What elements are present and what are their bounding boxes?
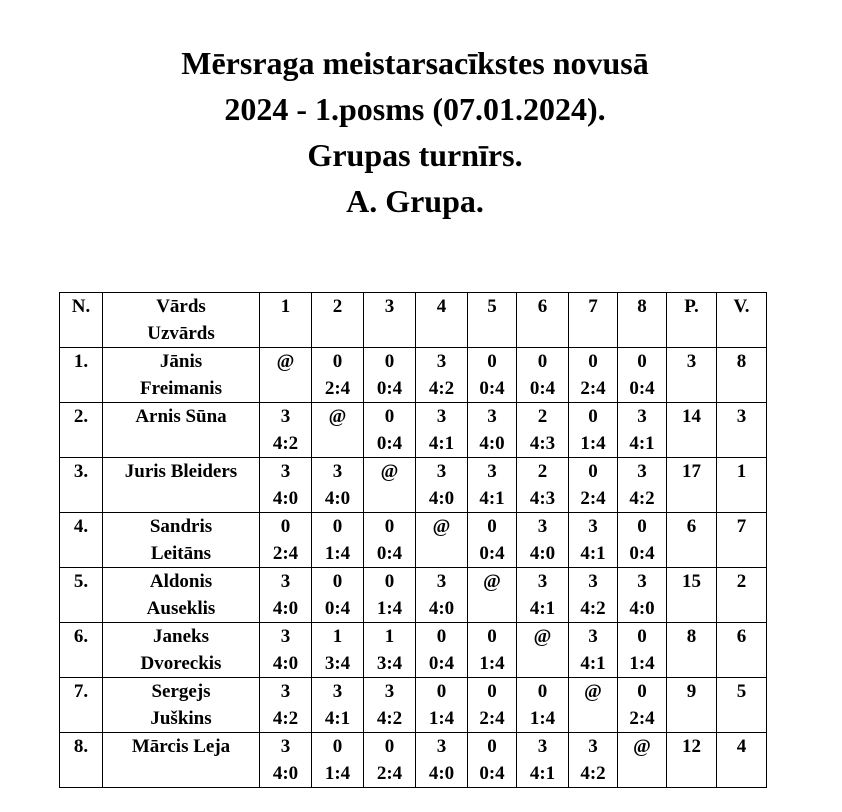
match-result-cell xyxy=(260,678,312,733)
match-score: 4:0 xyxy=(272,488,299,509)
final-place: 7 xyxy=(717,513,767,568)
match-points: 3 xyxy=(436,461,447,482)
player-name xyxy=(103,458,260,513)
header-opponent: 7 xyxy=(569,293,618,348)
header-opponent: 5 xyxy=(468,293,517,348)
match-score: 0:4 xyxy=(479,543,505,564)
match-result-cell xyxy=(260,403,312,458)
match-points: 3 xyxy=(537,516,548,537)
match-result-cell xyxy=(468,458,517,513)
match-points: 0 xyxy=(588,406,598,427)
match-score: 4:3 xyxy=(529,433,556,454)
match-result-cell xyxy=(416,513,468,568)
match-points: @ xyxy=(276,351,295,372)
match-score: 4:2 xyxy=(376,708,403,729)
table-row xyxy=(60,623,767,678)
match-score: 1:4 xyxy=(324,543,351,564)
total-points: 14 xyxy=(667,403,717,458)
match-result-cell xyxy=(517,568,569,623)
match-score: 4:2 xyxy=(629,488,655,509)
match-result-cell xyxy=(312,348,364,403)
player-name-line: Juris Bleiders xyxy=(124,461,238,482)
match-result-cell xyxy=(364,623,416,678)
match-points: 0 xyxy=(637,516,647,537)
match-points: 3 xyxy=(280,461,291,482)
match-score: 0:4 xyxy=(376,433,403,454)
match-points: 3 xyxy=(436,351,447,372)
match-score: 2:4 xyxy=(629,708,655,729)
table-row xyxy=(60,403,767,458)
match-points: 0 xyxy=(384,516,395,537)
match-score: 4:2 xyxy=(580,598,606,619)
match-result-cell xyxy=(364,458,416,513)
match-score: 4:2 xyxy=(428,378,455,399)
match-points: 3 xyxy=(280,681,291,702)
player-name xyxy=(103,513,260,568)
match-points: 3 xyxy=(332,461,343,482)
player-name-line: Freimanis xyxy=(140,378,222,399)
final-place: 1 xyxy=(717,458,767,513)
match-result-cell xyxy=(517,678,569,733)
row-number: 6. xyxy=(60,623,103,678)
match-score: 4:3 xyxy=(529,488,556,509)
player-name xyxy=(103,623,260,678)
match-score: 3:4 xyxy=(324,653,351,674)
player-name-line: Dvoreckis xyxy=(140,653,222,674)
match-score: 1:4 xyxy=(529,708,556,729)
match-result-cell xyxy=(517,513,569,568)
header-row xyxy=(60,293,767,348)
header-place: V. xyxy=(717,293,767,348)
match-points: 3 xyxy=(637,406,647,427)
row-number: 2. xyxy=(60,403,103,458)
header-opponent: 4 xyxy=(416,293,468,348)
player-name-line xyxy=(103,760,259,787)
match-score: 0:4 xyxy=(428,653,455,674)
match-score xyxy=(468,595,516,622)
match-score: 4:0 xyxy=(272,653,299,674)
match-result-cell xyxy=(468,348,517,403)
match-score: 1:4 xyxy=(324,763,351,784)
match-points: 3 xyxy=(487,406,497,427)
match-score: 1:4 xyxy=(629,653,655,674)
match-score: 4:1 xyxy=(324,708,351,729)
header-name-line: Uzvārds xyxy=(147,323,215,344)
match-score: 4:0 xyxy=(272,598,299,619)
match-result-cell xyxy=(569,568,618,623)
match-points: 0 xyxy=(332,516,343,537)
match-points: 0 xyxy=(332,736,343,757)
table-row xyxy=(60,568,767,623)
match-points: 3 xyxy=(588,736,598,757)
match-points: 0 xyxy=(637,351,647,372)
match-result-cell xyxy=(618,513,667,568)
total-points: 17 xyxy=(667,458,717,513)
match-points: 3 xyxy=(588,571,598,592)
match-points: @ xyxy=(533,626,552,647)
match-points: 0 xyxy=(384,406,395,427)
match-score: 0:4 xyxy=(376,543,403,564)
match-score: 0:4 xyxy=(479,763,505,784)
player-name-line: Sandris xyxy=(149,516,213,537)
match-result-cell xyxy=(364,348,416,403)
match-points: 0 xyxy=(487,351,497,372)
match-points: 3 xyxy=(280,406,291,427)
match-score: 4:0 xyxy=(428,598,455,619)
header-number: N. xyxy=(60,293,103,348)
match-result-cell xyxy=(618,348,667,403)
match-score: 0:4 xyxy=(376,378,403,399)
match-points: 0 xyxy=(384,351,395,372)
match-points: 0 xyxy=(384,571,395,592)
match-result-cell xyxy=(260,458,312,513)
title-line: A. Grupa. xyxy=(346,183,484,219)
match-result-cell xyxy=(517,733,569,788)
match-score: 2:4 xyxy=(580,378,606,399)
match-result-cell xyxy=(260,733,312,788)
match-score: 2:4 xyxy=(376,763,403,784)
match-result-cell xyxy=(569,458,618,513)
match-result-cell xyxy=(468,678,517,733)
match-points: 3 xyxy=(436,406,447,427)
final-place: 8 xyxy=(717,348,767,403)
player-name-line: Auseklis xyxy=(146,598,216,619)
player-name-line: Leitāns xyxy=(150,543,212,564)
row-number: 5. xyxy=(60,568,103,623)
total-points: 12 xyxy=(667,733,717,788)
row-number: 1. xyxy=(60,348,103,403)
match-result-cell xyxy=(260,568,312,623)
table-row xyxy=(60,733,767,788)
match-points: 0 xyxy=(637,681,647,702)
match-result-cell xyxy=(416,458,468,513)
match-result-cell xyxy=(569,733,618,788)
match-result-cell xyxy=(416,678,468,733)
match-score: 4:1 xyxy=(580,653,606,674)
match-points: @ xyxy=(432,516,451,537)
match-score: 1:4 xyxy=(376,598,403,619)
match-result-cell xyxy=(569,623,618,678)
match-score: 0:4 xyxy=(629,378,655,399)
row-number: 7. xyxy=(60,678,103,733)
results-table xyxy=(59,292,767,788)
match-result-cell xyxy=(260,623,312,678)
match-score xyxy=(618,760,666,787)
match-score: 2:4 xyxy=(580,488,606,509)
match-points: @ xyxy=(380,461,399,482)
header-opponent: 1 xyxy=(260,293,312,348)
match-points: 0 xyxy=(280,516,291,537)
table-row xyxy=(60,678,767,733)
match-score: 0:4 xyxy=(629,543,655,564)
match-result-cell xyxy=(364,733,416,788)
header-points: P. xyxy=(667,293,717,348)
match-points: 3 xyxy=(637,571,647,592)
player-name-line: Mārcis Leja xyxy=(131,736,231,757)
row-number: 8. xyxy=(60,733,103,788)
match-result-cell xyxy=(468,403,517,458)
header-opponent: 6 xyxy=(517,293,569,348)
match-score: 1:4 xyxy=(479,653,505,674)
match-score: 4:0 xyxy=(529,543,556,564)
player-name-line: Juškins xyxy=(150,708,212,729)
match-points: @ xyxy=(328,406,347,427)
match-result-cell xyxy=(312,733,364,788)
document-title xyxy=(0,40,830,224)
match-points: 0 xyxy=(537,681,548,702)
match-score: 4:1 xyxy=(479,488,505,509)
match-score: 4:0 xyxy=(428,488,455,509)
match-points: 0 xyxy=(487,736,497,757)
match-result-cell xyxy=(569,403,618,458)
match-result-cell xyxy=(364,513,416,568)
player-name-line xyxy=(103,430,259,457)
title-line: Grupas turnīrs. xyxy=(307,137,523,173)
match-points: 3 xyxy=(280,736,291,757)
match-result-cell xyxy=(618,678,667,733)
results-body xyxy=(60,348,767,788)
match-points: 3 xyxy=(436,736,447,757)
match-points: 1 xyxy=(332,626,343,647)
match-result-cell xyxy=(569,513,618,568)
player-name-line: Janeks xyxy=(153,626,209,647)
match-result-cell xyxy=(618,623,667,678)
match-points: 0 xyxy=(332,571,343,592)
match-result-cell xyxy=(517,403,569,458)
player-name-line xyxy=(103,485,259,512)
match-points: @ xyxy=(584,681,602,702)
match-result-cell xyxy=(364,568,416,623)
player-name-line: Jānis xyxy=(159,351,203,372)
match-score: 4:1 xyxy=(629,433,655,454)
match-result-cell xyxy=(416,403,468,458)
match-points: 3 xyxy=(588,516,598,537)
match-result-cell xyxy=(364,403,416,458)
match-result-cell xyxy=(416,348,468,403)
match-result-cell xyxy=(517,458,569,513)
match-points: 3 xyxy=(280,571,291,592)
match-score xyxy=(364,485,415,512)
match-result-cell xyxy=(618,458,667,513)
match-result-cell xyxy=(416,568,468,623)
table-row xyxy=(60,458,767,513)
match-result-cell xyxy=(260,348,312,403)
player-name xyxy=(103,568,260,623)
total-points: 15 xyxy=(667,568,717,623)
match-points: 3 xyxy=(384,681,395,702)
match-result-cell xyxy=(312,678,364,733)
match-result-cell xyxy=(569,678,618,733)
match-points: 0 xyxy=(637,626,647,647)
match-points: 0 xyxy=(436,626,447,647)
match-result-cell xyxy=(312,623,364,678)
match-points: 0 xyxy=(588,461,598,482)
match-points: 3 xyxy=(637,461,647,482)
player-name-line: Arnis Sūna xyxy=(135,406,227,427)
match-score: 4:0 xyxy=(428,763,455,784)
match-result-cell xyxy=(416,623,468,678)
row-number: 4. xyxy=(60,513,103,568)
player-name xyxy=(103,403,260,458)
match-result-cell xyxy=(260,513,312,568)
match-score: 4:0 xyxy=(272,763,299,784)
match-points: 2 xyxy=(537,406,548,427)
match-score: 2:4 xyxy=(272,543,299,564)
player-name xyxy=(103,678,260,733)
match-score: 2:4 xyxy=(479,708,505,729)
match-points: 3 xyxy=(436,571,447,592)
match-points: 3 xyxy=(537,571,548,592)
match-result-cell xyxy=(618,568,667,623)
total-points: 9 xyxy=(667,678,717,733)
match-score xyxy=(416,540,467,567)
header-opponent: 3 xyxy=(364,293,416,348)
match-score: 4:0 xyxy=(324,488,351,509)
table-row xyxy=(60,348,767,403)
header-name xyxy=(103,293,260,348)
match-score: 4:1 xyxy=(529,763,556,784)
match-score: 4:2 xyxy=(272,708,299,729)
match-score xyxy=(312,430,363,457)
match-result-cell xyxy=(312,403,364,458)
match-result-cell xyxy=(364,678,416,733)
player-name-line: Aldonis xyxy=(149,571,213,592)
match-points: 2 xyxy=(537,461,548,482)
match-points: 3 xyxy=(487,461,497,482)
match-points: 3 xyxy=(280,626,291,647)
match-score xyxy=(260,375,311,402)
match-score: 4:0 xyxy=(479,433,505,454)
final-place: 6 xyxy=(717,623,767,678)
match-points: 0 xyxy=(588,351,598,372)
match-score: 4:2 xyxy=(580,763,606,784)
match-result-cell xyxy=(312,568,364,623)
header-opponent: 8 xyxy=(618,293,667,348)
match-result-cell xyxy=(618,403,667,458)
match-score: 0:4 xyxy=(529,378,556,399)
match-result-cell xyxy=(416,733,468,788)
table-row xyxy=(60,513,767,568)
match-score: 1:4 xyxy=(428,708,455,729)
player-name-line: Sergejs xyxy=(151,681,211,702)
match-score: 3:4 xyxy=(376,653,403,674)
header-opponent: 2 xyxy=(312,293,364,348)
match-score: 1:4 xyxy=(580,433,606,454)
title-line: Mērsraga meistarsacīkstes novusā xyxy=(181,45,649,81)
match-score: 0:4 xyxy=(324,598,351,619)
match-points: 3 xyxy=(537,736,548,757)
match-result-cell xyxy=(517,348,569,403)
match-points: 0 xyxy=(487,681,497,702)
match-result-cell xyxy=(569,348,618,403)
match-points: 1 xyxy=(384,626,395,647)
final-place: 5 xyxy=(717,678,767,733)
final-place: 3 xyxy=(717,403,767,458)
match-score xyxy=(569,705,617,732)
match-score: 4:0 xyxy=(629,598,655,619)
match-score xyxy=(517,650,568,677)
match-score: 4:1 xyxy=(428,433,455,454)
header-name-line: Vārds xyxy=(156,296,206,317)
match-result-cell xyxy=(468,623,517,678)
player-name xyxy=(103,348,260,403)
match-points: 3 xyxy=(332,681,343,702)
match-result-cell xyxy=(468,513,517,568)
final-place: 4 xyxy=(717,733,767,788)
match-score: 0:4 xyxy=(479,378,505,399)
match-result-cell xyxy=(618,733,667,788)
match-points: 0 xyxy=(436,681,447,702)
match-points: @ xyxy=(633,736,651,757)
match-result-cell xyxy=(517,623,569,678)
match-points: @ xyxy=(483,571,501,592)
match-points: 0 xyxy=(537,351,548,372)
player-name xyxy=(103,733,260,788)
match-points: 0 xyxy=(487,516,497,537)
match-points: 3 xyxy=(588,626,598,647)
match-result-cell xyxy=(468,568,517,623)
title-line: 2024 - 1.posms (07.01.2024). xyxy=(224,91,606,127)
match-score: 4:2 xyxy=(272,433,299,454)
match-result-cell xyxy=(468,733,517,788)
match-score: 4:1 xyxy=(529,598,556,619)
match-score: 2:4 xyxy=(324,378,351,399)
row-number: 3. xyxy=(60,458,103,513)
match-result-cell xyxy=(312,458,364,513)
match-points: 0 xyxy=(332,351,343,372)
match-result-cell xyxy=(312,513,364,568)
match-points: 0 xyxy=(487,626,497,647)
total-points: 6 xyxy=(667,513,717,568)
match-points: 0 xyxy=(384,736,395,757)
total-points: 3 xyxy=(667,348,717,403)
final-place: 2 xyxy=(717,568,767,623)
total-points: 8 xyxy=(667,623,717,678)
match-score: 4:1 xyxy=(580,543,606,564)
